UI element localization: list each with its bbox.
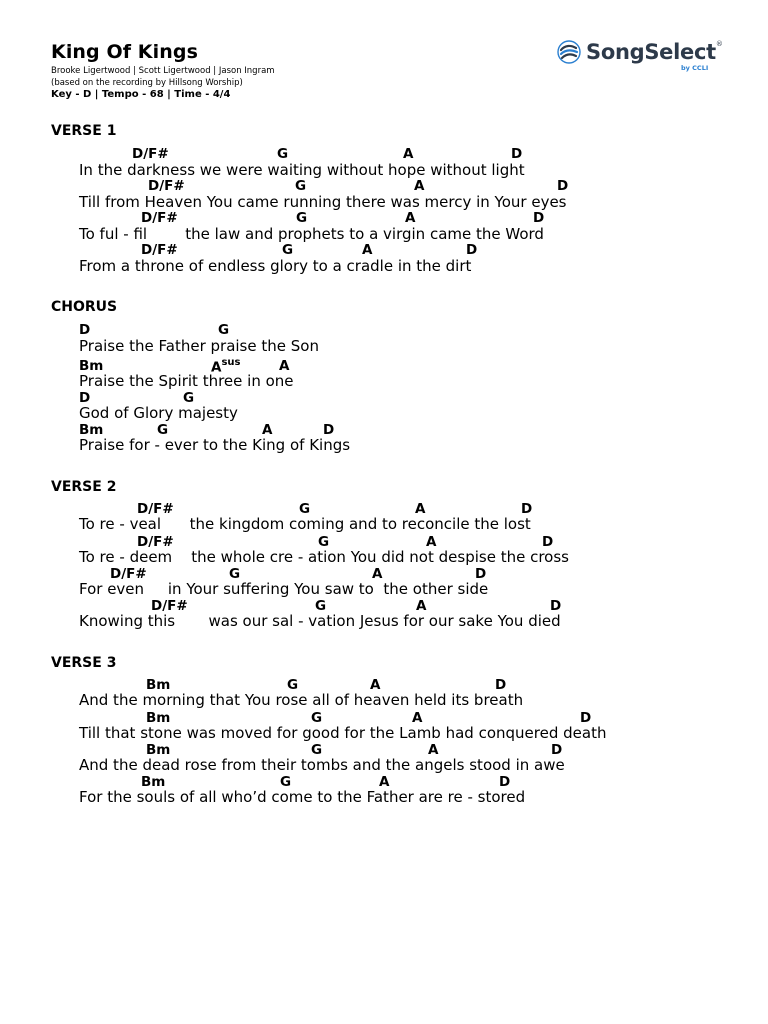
logo-by-ccli: by CCLI (681, 64, 709, 72)
chord: D/F# (141, 242, 178, 258)
chord: A (428, 742, 439, 758)
chord: D/F# (141, 210, 178, 226)
lyric-line: Till that stone was moved for good for the Lamb had conquered death (79, 724, 607, 742)
chord: G (157, 422, 169, 438)
lyric-line: To re - veal the kingdom coming and to reconcile the lost (79, 515, 531, 533)
chord: D (550, 598, 562, 614)
songselect-wave-icon (557, 40, 581, 64)
chord: A (403, 146, 414, 162)
chord: D/F# (137, 501, 174, 517)
chord: D (551, 742, 563, 758)
lyric-line: Knowing this was our sal - vation Jesus for our sake You died (79, 612, 561, 630)
chord: D (79, 322, 91, 338)
section-label-verse-1: VERSE 1 (51, 123, 117, 139)
chord: D (79, 390, 91, 406)
chord: G (295, 178, 307, 194)
chord: G (287, 677, 299, 693)
chord: A (362, 242, 373, 258)
chord: G (229, 566, 241, 582)
lyric-line: Till from Heaven You came running there was mercy in Your eyes (79, 193, 567, 211)
chord: G (311, 710, 323, 726)
chord: D (511, 146, 523, 162)
chord: A (426, 534, 437, 550)
lyric-line: God of Glory majesty (79, 404, 238, 422)
logo-wordmark: SongSelect® (586, 40, 723, 64)
chord: D (499, 774, 511, 790)
lyric-line: And the dead rose from their tombs and the angels stood in awe (79, 756, 565, 774)
section-label-chorus: CHORUS (51, 299, 118, 315)
chord: G (299, 501, 311, 517)
chord: A (372, 566, 383, 582)
song-credits (51, 65, 275, 89)
section-label-verse-2: VERSE 2 (51, 479, 117, 495)
chord: D/F# (132, 146, 169, 162)
chord: D (542, 534, 554, 550)
lyric-line: Praise for - ever to the King of Kings (79, 436, 351, 454)
chord: G (311, 742, 323, 758)
chord: G (277, 146, 289, 162)
song-authors: Brooke Ligertwood | Scott Ligertwood | Jason Ingram (51, 66, 275, 76)
chord: G (296, 210, 308, 226)
chord: A (262, 422, 273, 438)
chord: G (318, 534, 330, 550)
chord: D (323, 422, 335, 438)
lyric-line: From a throne of endless glory to a cradle in the dirt (79, 257, 472, 275)
chord: A (414, 178, 425, 194)
chord: D (495, 677, 507, 693)
chord: A (415, 501, 426, 517)
chord: D/F# (151, 598, 188, 614)
chord: A (412, 710, 423, 726)
songselect-logo (557, 40, 727, 72)
chord: D/F# (148, 178, 185, 194)
chord: D (580, 710, 592, 726)
chord: D (521, 501, 533, 517)
chord: G (183, 390, 195, 406)
chord: Bm (146, 742, 171, 758)
lyric-line: To ful - fil the law and prophets to a virgin came the Word (79, 225, 544, 243)
chord: Bm (141, 774, 166, 790)
lyric-line: And the morning that You rose all of heaven held its breath (79, 691, 524, 709)
chord: D/F# (137, 534, 174, 550)
chord: Bm (146, 710, 171, 726)
lyric-line: For even in Your suffering You saw to the other side (79, 580, 489, 598)
chord: G (218, 322, 230, 338)
chord: G (280, 774, 292, 790)
chord: Bm (79, 422, 104, 438)
chord: A (370, 677, 381, 693)
lyric-line: Praise the Father praise the Son (79, 337, 319, 355)
chord: D (475, 566, 487, 582)
chord: A (379, 774, 390, 790)
lyric-line: In the darkness we were waiting without hope without light (79, 161, 525, 179)
chord: Bm (146, 677, 171, 693)
chord: D (466, 242, 478, 258)
chord: A (279, 358, 290, 374)
chord: D (533, 210, 545, 226)
chord: G (315, 598, 327, 614)
chord: A (405, 210, 416, 226)
chord: $A^{sus}$ (211, 357, 241, 376)
lyric-line: Praise the Spirit three in one (79, 372, 294, 390)
section-label-verse-3: VERSE 3 (51, 655, 117, 671)
chord: G (282, 242, 294, 258)
chord: Bm (79, 358, 104, 374)
chord: D (557, 178, 569, 194)
lyric-line: To re - deem the whole cre - ation You did not despise the cross (79, 548, 569, 566)
song-title: King Of Kings (51, 41, 198, 63)
song-meta: Key - D | Tempo - 68 | Time - 4/4 (51, 89, 231, 100)
lyric-line: For the souls of all who’d come to the Father are re - stored (79, 788, 526, 806)
chord: A (416, 598, 427, 614)
chord: D/F# (110, 566, 147, 582)
song-recording: (based on the recording by Hillsong Worship) (51, 78, 243, 88)
